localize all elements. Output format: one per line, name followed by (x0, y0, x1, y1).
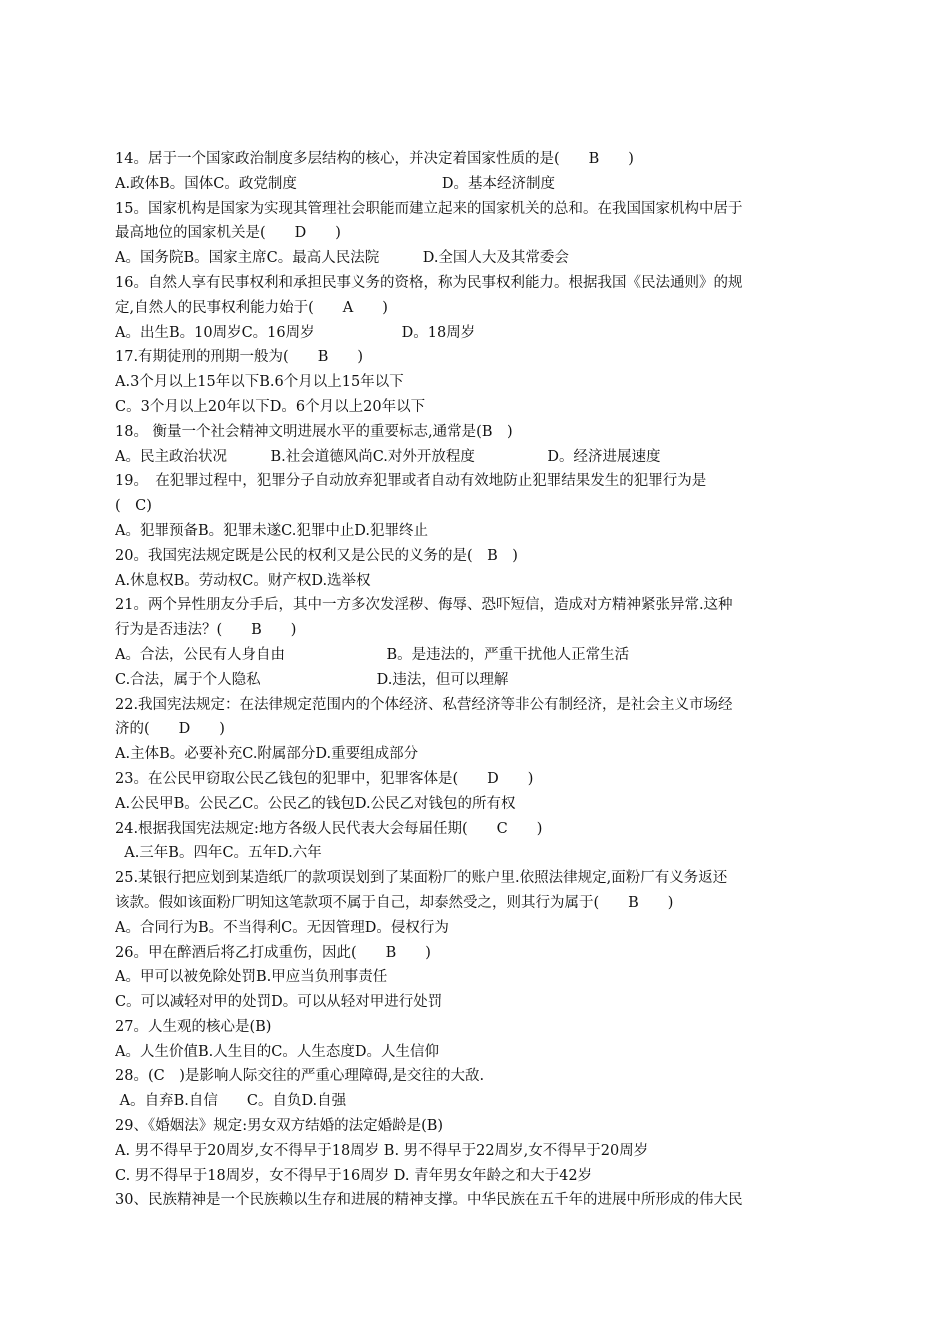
text-line: A. 男不得早于20周岁,女不得早于18周岁 B. 男不得早于22周岁,女不得早于20周岁 (115, 1142, 649, 1159)
text-line: A.政体B。国体C。政党制度 D。基本经济制度 (115, 175, 555, 192)
text-line: 16。自然人享有民事权利和承担民事义务的资格，称为民事权利能力。根据我国《民法通则》的规 (115, 274, 743, 291)
text-line: A。合法，公民有人身自由 B。是违法的，严重干扰他人正常生活 (115, 646, 630, 663)
text-line: 27。人生观的核心是(B) (115, 1018, 272, 1035)
text-line: 15。国家机构是国家为实现其管理社会职能而建立起来的国家机关的总和。在我国国家机构中居于 (115, 200, 743, 217)
text-line: A。人生价值B.人生目的C。人生态度D。人生信仰 (115, 1043, 439, 1060)
text-line: 24.根据我国宪法规定:地方各级人民代表大会每届任期( C ) (115, 820, 543, 837)
text-line: 17.有期徒刑的刑期一般为( B ) (115, 349, 364, 366)
text-line: A.休息权B。劳动权C。财产权D.选举权 (115, 572, 371, 589)
text-line: 19。 在犯罪过程中，犯罪分子自动放弃犯罪或者自动有效地防止犯罪结果发生的犯罪行为是 (115, 473, 707, 490)
text-line: 22.我国宪法规定：在法律规定范围内的个体经济、私营经济等非公有制经济，是社会主义市场经 (115, 696, 733, 713)
text-line: 28。(C )是影响人际交往的严重心理障碍,是交往的大敌. (115, 1068, 485, 1085)
text-line: 该款。假如该面粉厂明知这笔款项不属于自己，却泰然受之，则其行为属于( B ) (115, 894, 674, 911)
text-line: A。犯罪预备B。犯罪未遂C.犯罪中止D.犯罪终止 (115, 522, 429, 539)
text-line: A.三年B。四年C。五年D.六年 (115, 845, 322, 862)
text-line: 26。甲在醉酒后将乙打成重伤，因此( B ) (115, 944, 431, 961)
text-line: A。自弃B.自信 C。自负D.自强 (115, 1093, 347, 1110)
text-line: 行为是否违法？( B ) (115, 622, 297, 639)
text-line: 25.某银行把应划到某造纸厂的款项误划到了某面粉厂的账户里.依照法律规定,面粉厂有义务返还 (115, 870, 728, 887)
text-line: A。民主政治状况 B.社会道德风尚C.对外开放程度 D。经济进展速度 (115, 448, 661, 465)
text-line: C. 男不得早于18周岁，女不得早于16周岁 D. 青年男女年龄之和大于42岁 (115, 1167, 593, 1184)
text-line: 济的( D ) (115, 721, 225, 738)
text-line: 18。 衡量一个社会精神文明进展水平的重要标志,通常是(B ) (115, 423, 513, 440)
text-line: C。可以减轻对甲的处罚D。可以从轻对甲进行处罚 (115, 994, 443, 1011)
text-line: 29、《婚姻法》规定:男女双方结婚的法定婚龄是(B) (115, 1118, 444, 1135)
text-line: A。甲可以被免除处罚B.甲应当负刑事责任 (115, 969, 388, 986)
text-line: 最高地位的国家机关是( D ) (115, 225, 341, 242)
text-line: C。3个月以上20年以下D。6个月以上20年以下 (115, 398, 426, 415)
text-line: A。出生B。10周岁C。16周岁 D。18周岁 (115, 324, 476, 341)
document-page (115, 147, 835, 1213)
text-line: A.公民甲B。公民乙C。公民乙的钱包D.公民乙对钱包的所有权 (115, 795, 516, 812)
text-line: A.主体B。必要补充C.附属部分D.重要组成部分 (115, 746, 419, 763)
text-line: A。国务院B。国家主席C。最高人民法院 D.全国人大及其常委会 (115, 250, 569, 267)
text-line: 14。居于一个国家政治制度多层结构的核心，并决定着国家性质的是( B ) (115, 151, 634, 167)
text-line: 23。在公民甲窃取公民乙钱包的犯罪中，犯罪客体是( D ) (115, 770, 534, 787)
text-line: A。合同行为B。不当得利C。无因管理D。侵权行为 (115, 919, 449, 936)
text-line: 定,自然人的民事权利能力始于( A ) (115, 299, 388, 316)
text-line: 30、民族精神是一个民族赖以生存和进展的精神支撑。中华民族在五千年的进展中所形成的伟大民 (115, 1192, 743, 1209)
text-line: 21。两个异性朋友分手后，其中一方多次发淫秽、侮辱、恐吓短信，造成对方精神紧张异常.这种 (115, 597, 733, 614)
text-line: 20。我国宪法规定既是公民的权利又是公民的义务的是( B ) (115, 547, 518, 564)
text-line: C.合法，属于个人隐私 D.违法，但可以理解 (115, 671, 509, 688)
text-line: ( C) (115, 498, 152, 515)
text-line: A.3个月以上15年以下B.6个月以上15年以下 (115, 374, 404, 391)
